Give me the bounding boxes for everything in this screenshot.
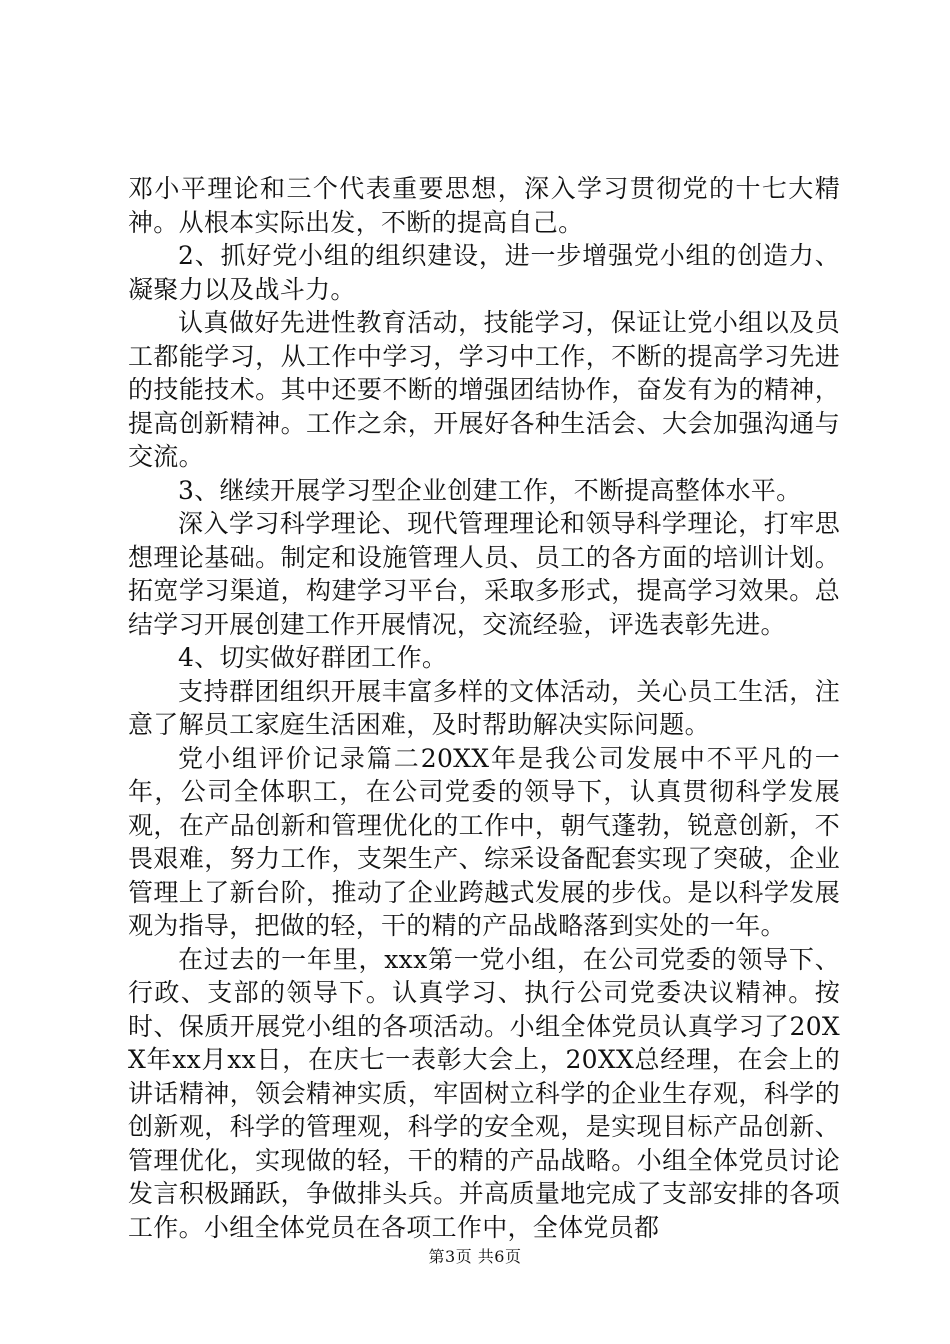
paragraph-1: 邓小平理论和三个代表重要思想，深入学习贯彻党的十七大精神。从根本实际出发，不断的提高自己。 (128, 174, 840, 237)
paragraph-9: 在过去的一年里，xxx第一党小组，在公司党委的领导下、行政、支部的领导下。认真学习、执行公司党委决议精神。按时、保质开展党小组的各项活动。小组全体党员认真学习了20XX年xx月xx日，在庆七一表彰大会上，20XX总经理，在会上的讲话精神，领会精神实质，牢固树立科学的企业生存观，科学的创新观，科学的管理观，科学的安全观，是实现目标产品创新、管理优化，实现做的轻，干的精的产品战略。小组全体党员讨论发言积极踊跃，争做排头兵。并高质量地完成了支部安排的各项工作。小组全体党员在各项工作中，全体党员都 (128, 944, 840, 1242)
paragraph-5: 深入学习科学理论、现代管理理论和领导科学理论，打牢思想理论基础。制定和设施管理人员、员工的各方面的培训计划。拓宽学习渠道，构建学习平台，采取多形式，提高学习效果。总结学习开展创建工作开展情况，交流经验，评选表彰先进。 (128, 509, 840, 639)
paragraph-3: 认真做好先进性教育活动，技能学习，保证让党小组以及员工都能学习，从工作中学习，学习中工作，不断的提高学习先进的技能技术。其中还要不断的增强团结协作，奋发有为的精神，提高创新精神。工作之余，开展好各种生活会、大会加强沟通与交流。 (128, 308, 840, 471)
document-body (128, 172, 840, 1244)
paragraph-6: 4、切实做好群团工作。 (178, 643, 448, 672)
page-footer (0, 1244, 950, 1267)
paragraph-8: 党小组评价记录篇二20XX年是我公司发展中不平凡的一年，公司全体职工，在公司党委的领导下，认真贯彻科学发展观，在产品创新和管理优化的工作中，朝气蓬勃，锐意创新，不畏艰难，努力工作，支架生产、综采设备配套实现了突破，企业管理上了新台阶，推动了企业跨越式发展的步伐。是以科学发展观为指导，把做的轻，干的精的产品战略落到实处的一年。 (128, 743, 840, 940)
page-number: 第3页 共6页 (428, 1247, 522, 1266)
paragraph-7: 支持群团组织开展丰富多样的文体活动，关心员工生活，注意了解员工家庭生活困难，及时帮助解决实际问题。 (128, 676, 840, 739)
paragraph-4: 3、继续开展学习型企业创建工作，不断提高整体水平。 (178, 475, 802, 505)
paragraph-2: 2、抓好党小组的组织建设，进一步增强党小组的创造力、凝聚力以及战斗力。 (128, 241, 840, 304)
